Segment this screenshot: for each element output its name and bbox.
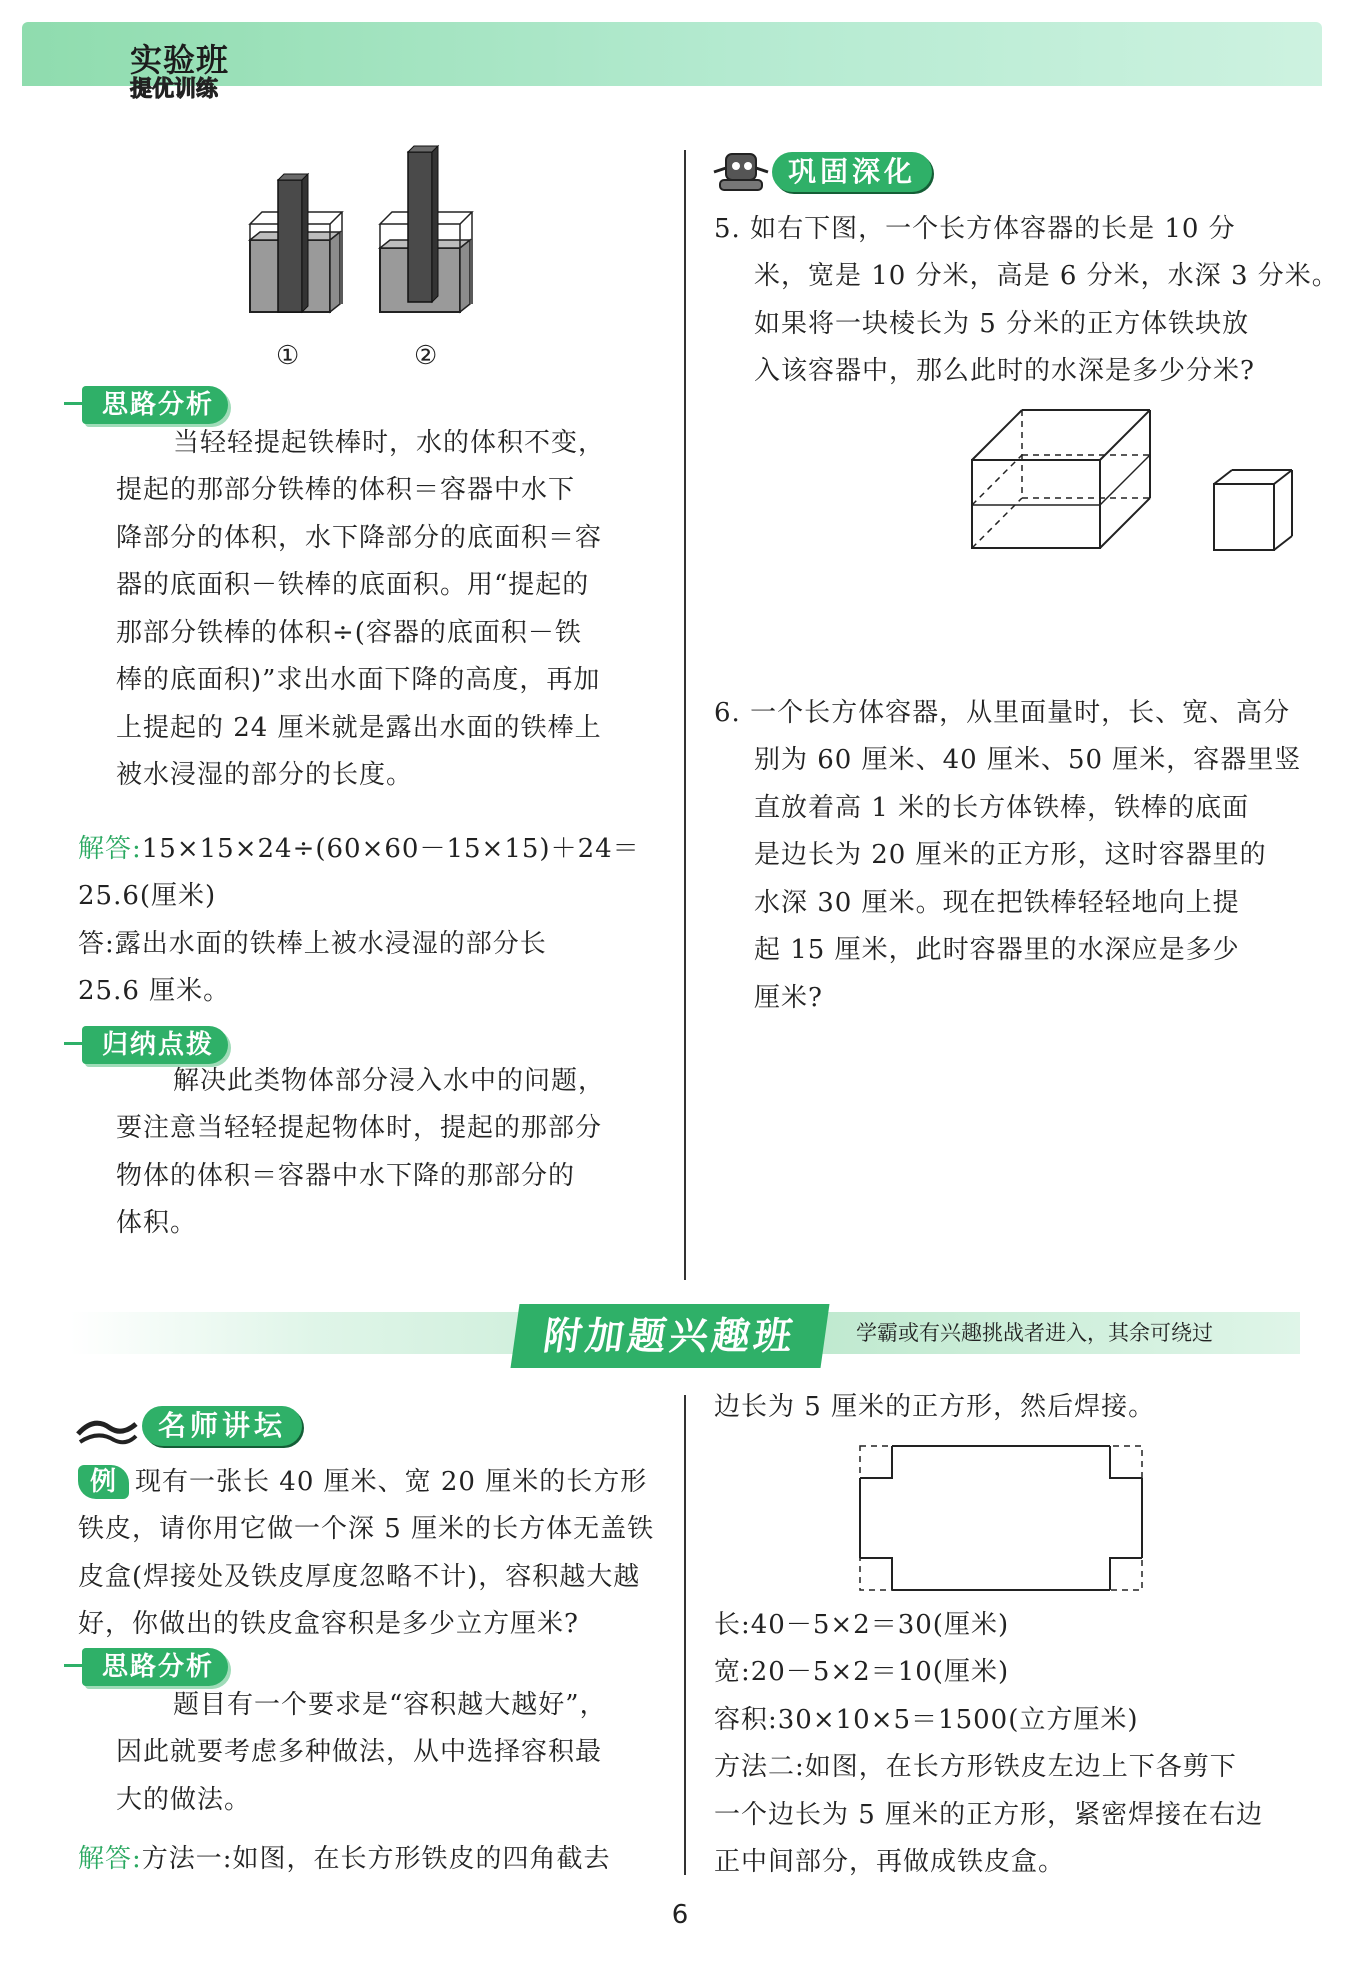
page-number: 6 [671, 1900, 689, 1930]
example-line: 铁皮，请你用它做一个深 5 厘米的长方体无盖铁 [78, 1514, 655, 1544]
answer-label: 解答: [78, 1844, 142, 1874]
analysis-line: 题目有一个要求是“容积越大越好”， [173, 1690, 607, 1720]
calc-line: 宽:20－5×2＝10(厘米) [714, 1657, 1010, 1687]
q6-line: 6. 一个长方体容器，从里面量时，长、宽、高分 [714, 698, 1291, 728]
summary-line: 要注意当轻轻提起物体时，提起的那部分 [116, 1113, 603, 1143]
q5-line: 入该容器中，那么此时的水深是多少分米? [754, 356, 1255, 386]
tag-analysis-bottom: 思路分析 [82, 1648, 228, 1686]
answer-line-4: 25.6 厘米。 [78, 976, 231, 1006]
section-title-consolidate: 巩固深化 [772, 152, 932, 192]
analysis-line: 大的做法。 [116, 1785, 252, 1815]
q5-line: 5. 如右下图，一个长方体容器的长是 10 分 [714, 214, 1236, 244]
container-1 [250, 174, 342, 312]
calc-line: 一个边长为 5 厘米的正方形，紧密焊接在右边 [714, 1800, 1264, 1830]
robot-icon [712, 150, 770, 196]
summary-line: 物体的体积＝容器中水下降的那部分的 [116, 1161, 576, 1191]
analysis-line: 提起的那部分铁棒的体积＝容器中水下 [116, 475, 576, 505]
answer-label: 解答: [78, 834, 142, 864]
column-divider-bottom [684, 1395, 686, 1875]
answer-line-2: 25.6(厘米) [78, 881, 217, 911]
analysis-line: 因此就要考虑多种做法，从中选择容积最 [116, 1737, 603, 1767]
section-title-lecture: 名师讲坛 [142, 1406, 302, 1446]
summary-line: 解决此类物体部分浸入水中的问题， [173, 1066, 606, 1096]
answer-formula: 15×15×24÷(60×60－15×15)＋24＝ [141, 834, 640, 864]
banner-note: 学霸或有兴趣挑战者进入，其余可绕过 [856, 1321, 1213, 1345]
answer-text: 方法一:如图，在长方形铁皮的四角截去 [141, 1844, 611, 1874]
tag-analysis: 思路分析 [82, 386, 228, 424]
q6-line: 别为 60 厘米、40 厘米、50 厘米，容器里竖 [754, 745, 1302, 775]
tag-decoration [64, 402, 82, 405]
iron-cube [1214, 470, 1292, 550]
tag-summary: 归纳点拨 [82, 1026, 228, 1064]
example-line: 好，你做出的铁皮盒容积是多少立方厘米? [78, 1609, 579, 1639]
analysis-line: 当轻轻提起铁棒时，水的体积不变， [173, 428, 606, 458]
wave-icon [74, 1412, 140, 1448]
example-badge: 例 [78, 1465, 129, 1499]
q6-line: 起 15 厘米，此时容器里的水深应是多少 [754, 935, 1240, 965]
calc-line: 长:40－5×2＝30(厘米) [714, 1610, 1010, 1640]
tag-decoration [64, 1042, 82, 1045]
answer-line-1 [78, 826, 640, 874]
figure-label-1: ① [276, 341, 301, 371]
brand-logo [130, 42, 229, 102]
solution-line-top: 边长为 5 厘米的正方形，然后焊接。 [714, 1392, 1156, 1422]
container-box [972, 410, 1150, 548]
analysis-line: 那部分铁棒的体积÷(容器的底面积－铁 [116, 618, 582, 648]
brand-sub: 提优训练 [130, 77, 219, 102]
q6-line: 是边长为 20 厘米的正方形，这时容器里的 [754, 840, 1267, 870]
q6-line: 直放着高 1 米的长方体铁棒，铁棒的底面 [754, 793, 1250, 823]
q6-line: 水深 30 厘米。现在把铁棒轻轻地向上提 [754, 888, 1240, 918]
analysis-line: 被水浸湿的部分的长度。 [116, 760, 414, 790]
analysis-line: 棒的底面积)”求出水面下降的高度，再加 [116, 665, 601, 695]
tag-decoration [64, 1664, 82, 1667]
figure-cut-sheet [858, 1444, 1148, 1594]
q6-line: 厘米? [754, 983, 823, 1013]
example-text: 现有一张长 40 厘米、宽 20 厘米的长方形 [135, 1467, 648, 1497]
figure-label-2: ② [414, 341, 439, 371]
summary-line: 体积。 [116, 1208, 198, 1238]
container-2 [380, 146, 472, 312]
calc-line: 正中间部分，再做成铁皮盒。 [714, 1847, 1066, 1877]
brand-main: 实验班 [130, 41, 230, 79]
analysis-line: 上提起的 24 厘米就是露出水面的铁棒上 [116, 713, 602, 743]
q5-line: 米，宽是 10 分米，高是 6 分米，水深 3 分米。 [754, 261, 1339, 291]
calc-line: 容积:30×10×5＝1500(立方厘米) [714, 1705, 1139, 1735]
column-divider-top [684, 150, 686, 1280]
answer-line-3: 答:露出水面的铁棒上被水浸湿的部分长 [78, 929, 547, 959]
example-line: 皮盒(焊接处及铁皮厚度忽略不计)，容积越大越 [78, 1562, 641, 1592]
calc-line: 方法二:如图，在长方形铁皮左边上下各剪下 [714, 1752, 1237, 1782]
banner-title: 附加题兴趣班 [511, 1304, 830, 1368]
analysis-line: 降部分的体积，水下降部分的底面积＝容 [116, 523, 603, 553]
figure-container-cube [970, 400, 1300, 560]
q5-line: 如果将一块棱长为 5 分米的正方体铁块放 [754, 309, 1250, 339]
answer-line [78, 1836, 611, 1884]
analysis-line: 器的底面积－铁棒的底面积。用“提起的 [116, 570, 590, 600]
example-line-1 [78, 1459, 647, 1507]
